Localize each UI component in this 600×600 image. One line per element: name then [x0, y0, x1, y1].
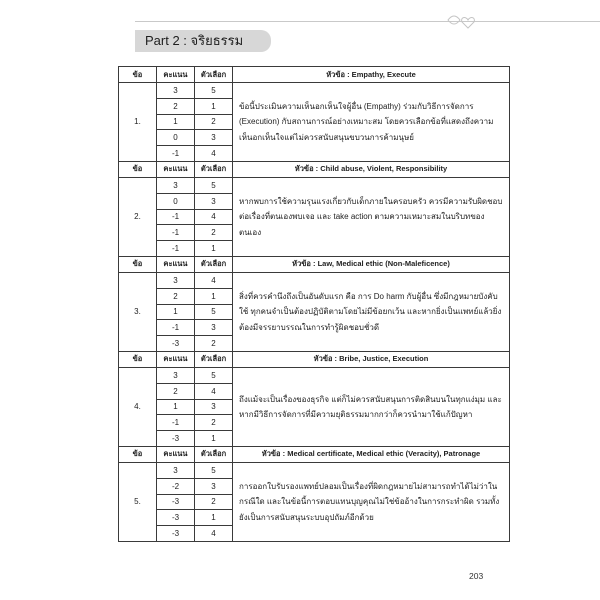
score-cell: -3: [157, 431, 195, 447]
header-no: ข้อ: [119, 161, 157, 177]
choice-cell: 4: [195, 526, 233, 542]
table-row: [119, 462, 510, 478]
explanation-text: หากพบการใช้ความรุนแรงเกี่ยวกับเด็กภายในครอบครัว ควรมีความรับผิดชอบต่อเรื่องที่ตนเองพบเจอ และ take action ตามความเหมาะสมในบริบทของตนเอง: [233, 177, 510, 256]
score-cell: 3: [157, 367, 195, 383]
choice-cell: 1: [195, 98, 233, 114]
score-cell: 0: [157, 130, 195, 146]
choice-cell: 3: [195, 193, 233, 209]
header-score: คะแนน: [157, 67, 195, 83]
score-cell: -3: [157, 494, 195, 510]
explanation-text: ข้อนี้ประเมินความเห็นอกเห็นใจผู้อื่น (Empathy) ร่วมกับวิธีการจัดการ (Execution) กับสถานการณ์อย่างเหมาะสม โดยควรเลือกข้อที่แสดงถึงความเห็นอกเห็นใจแต่ไม่ควรสนับสนุนขบวนการค้ามนุษย์: [233, 83, 510, 162]
header-choice: ตัวเลือก: [195, 256, 233, 272]
choice-cell: 5: [195, 304, 233, 320]
header-choice: ตัวเลือก: [195, 67, 233, 83]
section-header-row: [119, 161, 510, 177]
choice-cell: 4: [195, 146, 233, 162]
question-number: 4.: [119, 367, 157, 446]
choice-cell: 1: [195, 431, 233, 447]
table-row: [119, 177, 510, 193]
header-rule: [135, 21, 600, 22]
score-cell: 2: [157, 98, 195, 114]
answer-table: [118, 66, 510, 542]
question-number: 1.: [119, 83, 157, 162]
choice-cell: 3: [195, 399, 233, 415]
choice-cell: 2: [195, 114, 233, 130]
section-header-row: [119, 351, 510, 367]
section-topic: หัวข้อ : Medical certificate, Medical ethic (Veracity), Patronage: [233, 446, 510, 462]
choice-cell: 1: [195, 510, 233, 526]
score-cell: -3: [157, 510, 195, 526]
header-no: ข้อ: [119, 351, 157, 367]
question-number: 3.: [119, 272, 157, 351]
choice-cell: 4: [195, 383, 233, 399]
header-choice: ตัวเลือก: [195, 351, 233, 367]
choice-cell: 5: [195, 367, 233, 383]
choice-cell: 2: [195, 225, 233, 241]
section-header-row: [119, 256, 510, 272]
section-header-row: [119, 446, 510, 462]
header-choice: ตัวเลือก: [195, 161, 233, 177]
page-number: 203: [469, 571, 484, 581]
explanation-text: ถึงแม้จะเป็นเรื่องของธุรกิจ แต่ก็ไม่ควรสนับสนุนการติดสินบนในทุกแง่มุม และหากมีวิธีการจัดการที่มีความยุติธรรมมากกว่าก็ควรนำมาใช้แก้ปัญหา: [233, 367, 510, 446]
score-cell: -1: [157, 209, 195, 225]
score-cell: 3: [157, 83, 195, 99]
table-row: [119, 272, 510, 288]
score-cell: -1: [157, 146, 195, 162]
score-cell: 2: [157, 383, 195, 399]
score-cell: 1: [157, 114, 195, 130]
question-number: 5.: [119, 462, 157, 541]
header-no: ข้อ: [119, 256, 157, 272]
score-cell: -3: [157, 526, 195, 542]
score-cell: -1: [157, 320, 195, 336]
header-score: คะแนน: [157, 351, 195, 367]
explanation-text: สิ่งที่ควรคำนึงถึงเป็นอันดับแรก คือ การ Do harm กับผู้อื่น ซึ่งมีกฎหมายบังคับใช้ ทุกคนจำเป็นต้องปฏิบัติตามโดยไม่มีข้อยกเว้น และหากยิ่งเป็นแพทย์แล้วยิ่งต้องมีจรรยาบรรณในการทำรู้ผิดชอบชั่วดี: [233, 272, 510, 351]
score-cell: -1: [157, 415, 195, 431]
header-score: คะแนน: [157, 256, 195, 272]
score-cell: -1: [157, 241, 195, 257]
score-cell: 3: [157, 177, 195, 193]
score-cell: 3: [157, 272, 195, 288]
choice-cell: 4: [195, 209, 233, 225]
score-cell: -3: [157, 336, 195, 352]
header-no: ข้อ: [119, 446, 157, 462]
score-cell: -1: [157, 225, 195, 241]
table-row: [119, 83, 510, 99]
section-topic: หัวข้อ : Child abuse, Violent, Responsibility: [233, 161, 510, 177]
score-cell: -2: [157, 478, 195, 494]
score-cell: 1: [157, 399, 195, 415]
choice-cell: 1: [195, 288, 233, 304]
choice-cell: 3: [195, 320, 233, 336]
score-cell: 1: [157, 304, 195, 320]
choice-cell: 2: [195, 415, 233, 431]
choice-cell: 4: [195, 272, 233, 288]
section-topic: หัวข้อ : Law, Medical ethic (Non-Maleficence): [233, 256, 510, 272]
part-title: Part 2 : จริยธรรม: [135, 30, 271, 52]
header-no: ข้อ: [119, 67, 157, 83]
choice-cell: 3: [195, 478, 233, 494]
header-score: คะแนน: [157, 161, 195, 177]
choice-cell: 3: [195, 130, 233, 146]
choice-cell: 1: [195, 241, 233, 257]
choice-cell: 2: [195, 336, 233, 352]
section-topic: หัวข้อ : Empathy, Execute: [233, 67, 510, 83]
heart-ornament-icon: [444, 8, 484, 32]
score-cell: 0: [157, 193, 195, 209]
choice-cell: 2: [195, 494, 233, 510]
table-row: [119, 367, 510, 383]
explanation-text: การออกใบรับรองแพทย์ปลอมเป็นเรื่องที่ผิดกฎหมายไม่สามารถทำได้ไม่ว่าในกรณีใด และในข้อนี้การตอบแทนบุญคุณไม่ใช่ข้ออ้างในการกระทำผิด รวมทั้งยังเป็นการสนับสนุนระบบอุปถัมภ์อีกด้วย: [233, 462, 510, 541]
choice-cell: 5: [195, 462, 233, 478]
question-number: 2.: [119, 177, 157, 256]
choice-cell: 5: [195, 83, 233, 99]
header-choice: ตัวเลือก: [195, 446, 233, 462]
score-cell: 2: [157, 288, 195, 304]
header-score: คะแนน: [157, 446, 195, 462]
section-header-row: [119, 67, 510, 83]
choice-cell: 5: [195, 177, 233, 193]
score-cell: 3: [157, 462, 195, 478]
section-topic: หัวข้อ : Bribe, Justice, Execution: [233, 351, 510, 367]
